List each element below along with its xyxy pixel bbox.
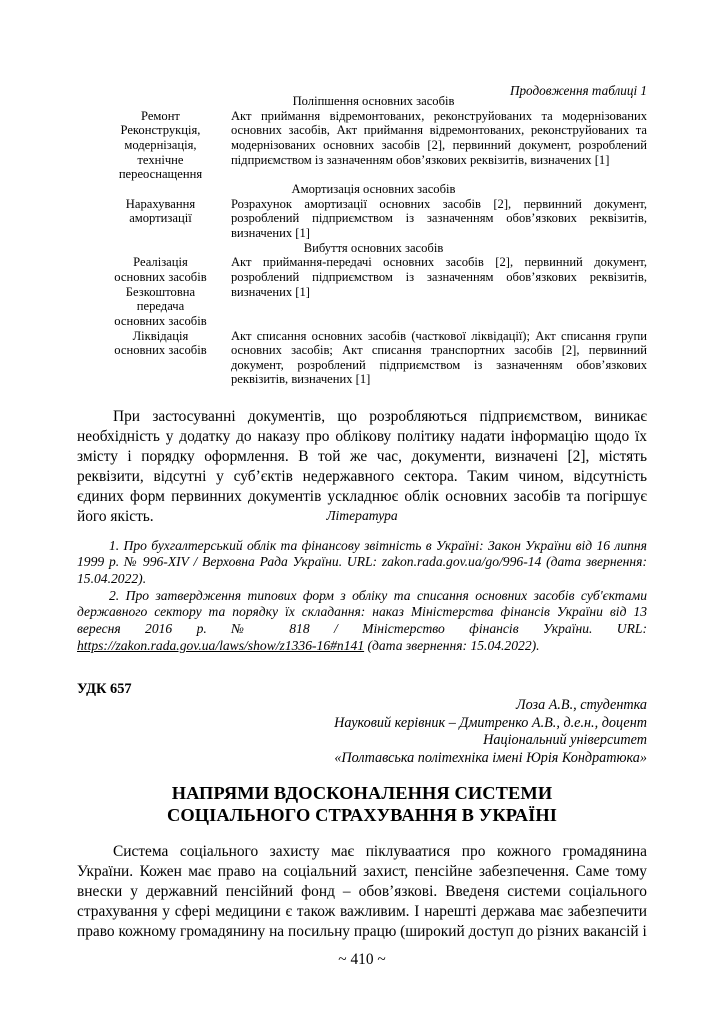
table-row — [100, 329, 647, 388]
label-line: основних засобів — [114, 269, 207, 284]
label-line: Ремонт — [141, 108, 180, 123]
table-row-content: Розрахунок амортизації основних засобів [2], первинний документ, розроблений підприємством із зазначенням обов’язкових реквізитів, визначених [1] — [230, 196, 647, 240]
label-line: передача — [136, 299, 185, 314]
table-row — [100, 255, 647, 328]
table-continuation-caption: Продовження таблиці 1 — [509, 83, 647, 98]
title-line: НАПРЯМИ ВДОСКОНАЛЕННЯ СИСТЕМИ — [171, 783, 553, 804]
label-line: Нарахування — [125, 196, 196, 211]
reference-item-1: 1. Про бухгалтерський облік та фінансову звітність в Україні: Закон України від 16 липня 1999 р. № 996-XIV / Верховна Рада України. URL: zakon.rada.gov.ua/go/996-14 (дата звернення: 15.04.2022). — [77, 537, 647, 587]
author-affiliation-block — [177, 697, 647, 767]
label-line: основних засобів — [114, 343, 207, 358]
table-section-heading-row — [100, 182, 647, 197]
table-row-label — [100, 329, 225, 388]
table-row-content: Акт списання основних засобів (часткової ліквідації); Акт списання групи основних засобів; Акт списання транспортних засобів [2], первинний документ, розроблений підприємством із зазначенням обов’язкових реквізитів, визначених [1] — [230, 328, 647, 387]
label-line: переоснащення — [118, 167, 203, 182]
reference-item-2 — [77, 588, 647, 655]
page-number: ~ 410 ~ — [338, 951, 386, 968]
table-section-heading: Поліпшення основних засобів — [292, 94, 455, 108]
reference-access-date: (дата звернення: 15.04.2022). — [364, 637, 540, 653]
fixed-assets-documents-table — [100, 94, 647, 387]
table-row-content: Акт приймання-передачі основних засобів [2], первинний документ, розроблений підприємством із зазначенням обов’язкових реквізитів, визначених [1] — [230, 255, 647, 299]
author-name: Лоза А.В., студентка — [516, 697, 647, 713]
label-line: основних засобів — [114, 313, 207, 328]
reference-text: 2. Про затвердження типових форм з обліку та списання основних засобів суб'єктами державного сектору та порядку їх складання: наказ Міністерства фінансів України від 13 вересня 2016 р. № 818 / Міністерство фінансів України. URL: — [77, 587, 647, 637]
label-line: модернізація, — [124, 137, 197, 152]
table-section-heading-row — [100, 94, 647, 109]
label-line: амортизації — [129, 211, 192, 226]
page-title — [77, 783, 647, 826]
table-row — [100, 197, 647, 241]
title-line: СОЦІАЛЬНОГО СТРАХУВАННЯ В УКРАЇНІ — [166, 804, 558, 825]
table-section-heading-row — [100, 241, 647, 256]
label-line: Реалізація — [133, 255, 188, 270]
references-heading: Література — [326, 508, 398, 523]
label-line: Ліквідація — [132, 328, 189, 343]
label-line: Безкоштовна — [125, 284, 196, 299]
table-row-label — [100, 197, 225, 241]
supervisor-name: Науковий керівник – Дмитренко А.В., д.е.н., доцент — [334, 714, 647, 731]
table-row-content: Акт приймання відремонтованих, реконструйованих та модернізованих основних засобів, Акт приймання відремонтованих, реконструйованих та модернізованих основних засобів [2], первинний документ, розроблений підприємством із зазначенням обов’язкових реквізитів, визначених [1] — [230, 108, 647, 167]
table-section-heading: Вибуття основних засобів — [303, 240, 444, 255]
table-row-label — [100, 255, 225, 328]
conclusion-paragraph: При застосуванні документів, що розробляються підприємством, виникає необхідність у додатку до наказу про облікову політику надати інформацію щодо їх змісту і порядку оформлення. В той же час, документи, визначені [2], містять реквізити, відсутні у суб’єктів недержавного сектора. Таким чином, відсутність єдиних форм первинних документів ускладнює облік основних засобів та погіршує його якість. — [77, 408, 647, 525]
udk-code: УДК 657 — [77, 681, 132, 697]
label-line: технічне — [137, 152, 184, 167]
table-row — [100, 109, 647, 182]
intro-paragraph: Система соціального захисту має піклуваатися про кожного громадянина України. Кожен має право на соціальний захист, пенсійне забезпечення. Саме тому внески у державний пенсійний фонд – обов’язкові. Введеня системи соціального страхування у сфері медицини є також важливим. І нарешті держава має забезпечити право кожному громадянину на посильну працю (широкий доступ до різних вакансій і — [77, 843, 647, 940]
institution-line: Національний університет — [483, 732, 647, 749]
label-line: Реконструкція, — [120, 123, 201, 138]
institution-name: «Полтавська політехніка імені Юрія Кондратюка» — [334, 749, 647, 766]
table-section-heading: Амортизація основних засобів — [291, 181, 456, 196]
table-row-label — [100, 109, 225, 182]
reference-url-link[interactable]: https://zakon.rada.gov.ua/laws/show/z1336-16#n141 — [77, 637, 365, 653]
